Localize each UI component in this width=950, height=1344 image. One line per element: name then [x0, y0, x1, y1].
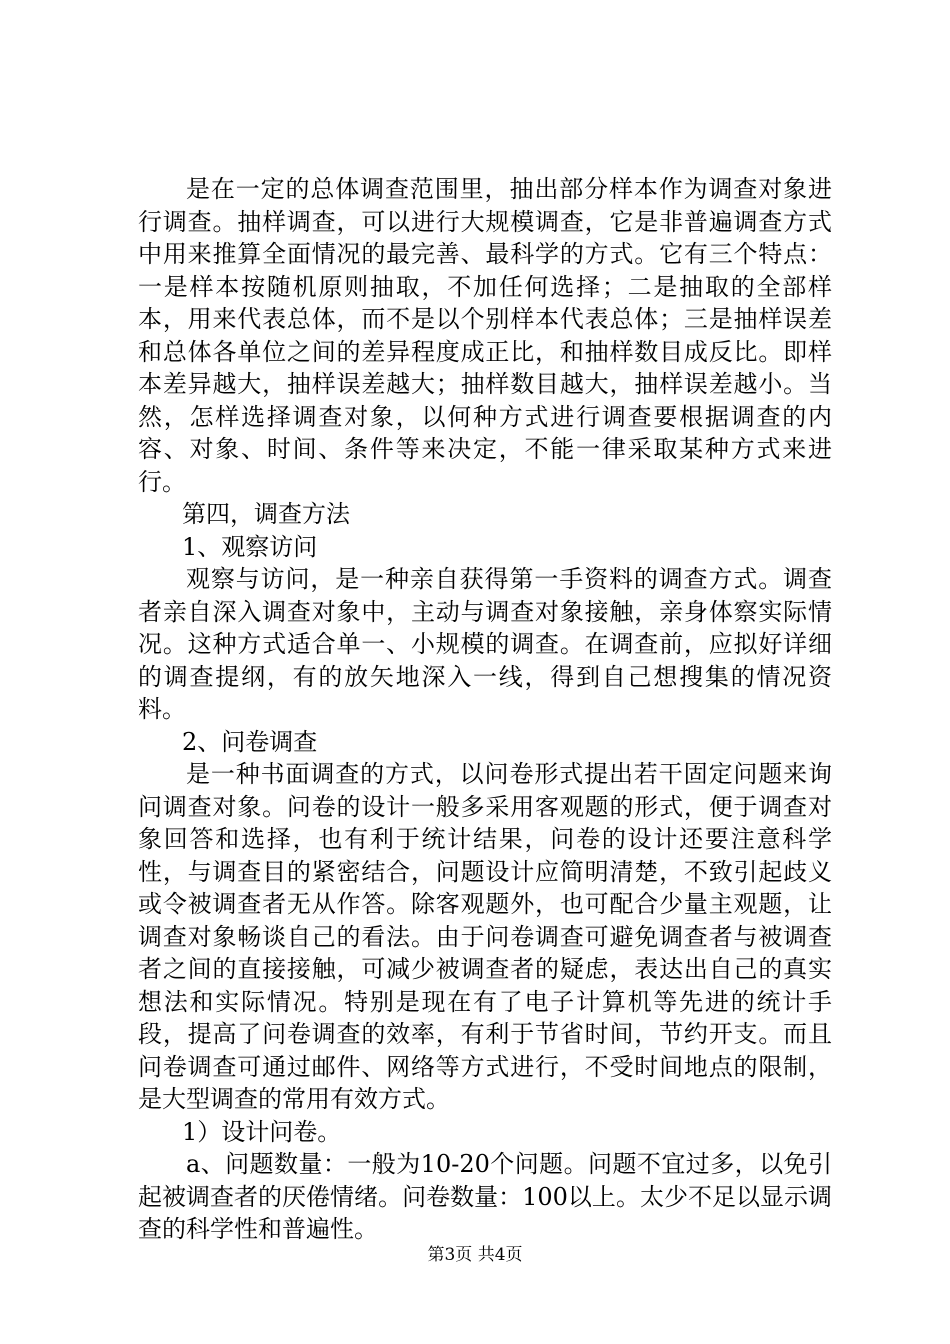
- heading-design-questionnaire: 1）设计问卷。: [182, 1117, 342, 1146]
- paragraph-questionnaire-survey: 是一种书面调查的方式，以问卷形式提出若干固定问题来询问调查对象。问卷的设计一般多采用客观题的形式，便于调查对象回答和选择，也有利于统计结果，问卷的设计还要注意科学性，与调查目的紧密结合，问题设计应简明清楚，不致引起歧义或令被调查者无从作答。除客观题外，也可配合少量主观题，让调查对象畅谈自己的看法。由于问卷调查可避免调查者与被调查者之间的直接接触，可减少被调查者的疑虑，表达出自己的真实想法和实际情况。特别是现在有了电子计算机等先进的统计手段，提高了问卷调查的效率，有利于节省时间，节约开支。而且问卷调查可通过邮件、网络等方式进行，不受时间地点的限制，是大型调查的常用有效方式。: [138, 760, 832, 1113]
- heading-survey-methods: 第四，调查方法: [182, 500, 350, 528]
- paragraph-sampling-survey: 是在一定的总体调查范围里，抽出部分样本作为调查对象进行调查。抽样调查，可以进行大规模调查，它是非普遍调查方式中用来推算全面情况的最完善、最科学的方式。它有三个特点：一是样本按随机原则抽取，不加任何选择；二是抽取的全部样本，用来代表总体，而不是以个别样本代表总体；三是抽样误差和总体各单位之间的差异程度成正比，和抽样数目成反比。即样本差异越大，抽样误差越大；抽样数目越大，抽样误差越小。当然，怎样选择调查对象，以何种方式进行调查要根据调查的内容、对象、时间、条件等来决定，不能一律采取某种方式来进行。: [138, 175, 832, 496]
- heading-questionnaire-survey: 2、问卷调查: [182, 727, 318, 756]
- heading-observation-visit: 1、观察访问: [182, 532, 318, 561]
- document-body: [138, 173, 832, 1246]
- page-footer: 第3页 共4页: [427, 1245, 523, 1265]
- paragraph-question-count: a、问题数量：一般为10-20个问题。问题不宜过多，以免引起被调查者的厌倦情绪。问卷数量：100以上。太少不足以显示调查的科学性和普遍性。: [138, 1150, 832, 1243]
- paragraph-observation-visit: 观察与访问，是一种亲自获得第一手资料的调查方式。调查者亲自深入调查对象中，主动与调查对象接触，亲身体察实际情况。这种方式适合单一、小规模的调查。在调查前，应拟好详细的调查提纲，有的放矢地深入一线，得到自己想搜集的情况资料。: [138, 565, 832, 723]
